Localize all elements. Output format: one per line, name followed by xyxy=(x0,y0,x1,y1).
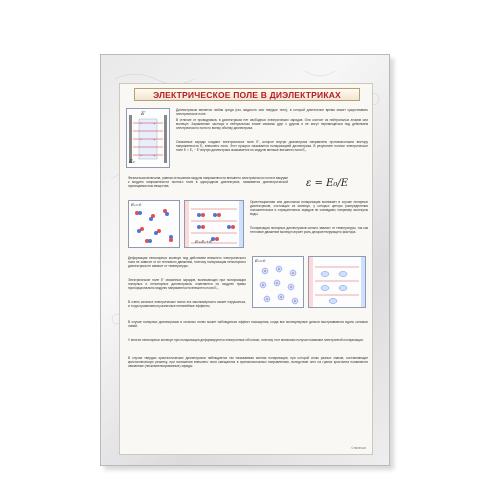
label-e0-zero-2: E₀=0 xyxy=(255,258,266,263)
negative-plate-2 xyxy=(361,257,365,307)
positive-plate xyxy=(185,201,189,247)
polar-molecules-random xyxy=(129,201,179,247)
formula-epsilon: ε = E₀/E xyxy=(306,178,349,189)
paragraph-1: Диэлектриком является любая среда (газ, жидкость или твердое тело), в которой длительное время может существовать электрическое поле. xyxy=(176,108,368,117)
paragraph-12: В случае твердых кристаллических диэлектриков наблюдается так называемая ионная поляризация, при которой ионы разных знаков, составляющие кристаллическую решетку, при наложении внешнего поля смещаются в противоположных направлениях, вследствие чего на гранях кристалла появляются связанные (нескомпенсированные) заряды. xyxy=(128,356,368,369)
svg-text:−: − xyxy=(140,153,143,158)
paragraph-6: Поляризация полярных диэлектриков сильно зависит от температуры, так как тепловое движение молекул играет роль дезориентирующего фактора. xyxy=(250,226,368,235)
nonpolar-molecules xyxy=(253,257,303,307)
figure-polar-field xyxy=(184,200,244,248)
label-e0-zero: E₀=0 xyxy=(131,202,142,207)
figure-nonpolar-field xyxy=(308,256,366,308)
label-sum-1: E=E₀+E′ xyxy=(195,239,213,244)
figure-nonpolar-zero-field xyxy=(252,256,304,308)
paragraph-2: В отличие от проводников, в диэлектриках нет свободных электрических зарядов. Они состоят из нейтральных атомов или молекул. Заряженные частицы в нейтральном атоме связаны друг с другом и не могут перемещаться под действием электрического поля по всему объему диэлектрика. xyxy=(176,118,368,131)
page-title: ЭЛЕКТРИЧЕСКОЕ ПОЛЕ В ДИЭЛЕКТРИКАХ xyxy=(134,88,360,101)
content-panel xyxy=(119,83,373,455)
publisher-logo: © ВИЗУАЛ xyxy=(351,446,366,450)
svg-text:−: − xyxy=(140,137,143,142)
negative-plate xyxy=(239,201,243,247)
polar-molecules-aligned xyxy=(185,201,243,247)
paragraph-3: Связанные заряды создают электрическое поле E′, которое внутри диэлектрика направлено противоположно вектору напряженности E₀ внешнего поля. Этот процесс называется поляризацией диэлектрика. В результате полное электрическое поле E = E₀ − E′ внутри диэлектрика оказывается по модулю меньше внешнего поля E₀. xyxy=(176,140,368,153)
svg-text:+: + xyxy=(153,121,156,126)
label-eprime: E′ xyxy=(141,111,146,117)
paragraph-4: Физическая величина, равная отношению модуля напряженности внешнего электрического поля в вакууме к модулю напряженности полного поля в однородном диэлектрике, называется диэлектрической проницаемостью вещества. xyxy=(128,176,288,189)
svg-text:+: + xyxy=(153,137,156,142)
svg-text:+: + xyxy=(153,153,156,158)
paragraph-10: В случае полярных диэлектриков в сильных полях может наблюдаться эффект насыщения, когда все молекулярные диполи выстраиваются вдоль силовых линий. xyxy=(128,320,368,329)
positive-plate-2 xyxy=(309,257,313,307)
paragraph-5: Ориентационная или дипольная поляризация возникает в случае полярных диэлектриков, состоящих из молекул, у которых центры распределения положительных и отрицательных зарядов не совпадают, например молекулы воды. xyxy=(250,200,368,217)
paragraph-7: Деформация неполярных молекул под действием внешнего электрического поля не зависит от их теплового движения, поэтому поляризация неполярного диэлектрика не зависит от температуры. xyxy=(128,256,246,269)
nonpolar-molecules-deformed xyxy=(309,257,365,307)
poster xyxy=(100,54,390,466)
paragraph-9: В очень сильных электрических полях эта закономерность может нарушаться, и тогда проявляются различные нелинейные эффекты. xyxy=(128,300,246,309)
paragraph-11: У многих неполярных молекул при поляризации деформируются электронные оболочки, поэтому этот механизм получил название электронной поляризации. xyxy=(128,338,364,342)
paragraph-8: Электрическое поле E′ связанных зарядов, возникающих при поляризации полярных и неполярных диэлектриков, изменяется по модулю прямо пропорционально модулю напряженности внешнего поля E₀. xyxy=(128,278,246,291)
figure-polar-zero-field xyxy=(128,200,180,248)
label-e0: E₀ xyxy=(129,159,135,165)
svg-text:−: − xyxy=(140,121,143,126)
figure-capacitor xyxy=(126,108,170,168)
